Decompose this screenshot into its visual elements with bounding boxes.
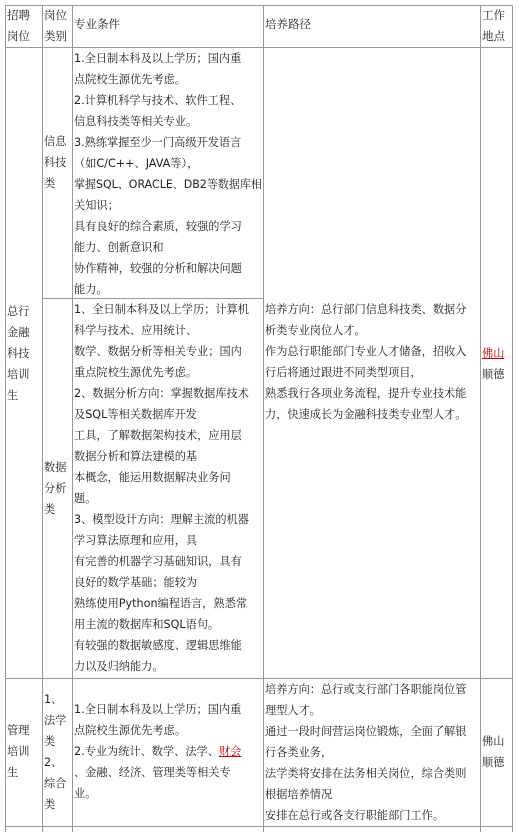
header-conditions-label: 专业条件 bbox=[74, 17, 120, 31]
condition-line: 掌握SQL、ORACLE、DB2等数据库相 bbox=[74, 178, 262, 191]
row1b-conditions bbox=[74, 299, 262, 677]
path-line: 行后将通过跟进不同类型项目， bbox=[265, 366, 422, 379]
condition-line: 科学与技术、应用统计、 bbox=[74, 324, 198, 337]
condition-line: 能力、创新意识和 bbox=[74, 241, 164, 254]
header-location-line: 地点 bbox=[482, 29, 505, 43]
row2-post bbox=[7, 720, 41, 783]
post-line: 生 bbox=[7, 389, 19, 402]
header-post bbox=[7, 5, 41, 47]
category-line: 类 bbox=[44, 798, 56, 811]
table-left-border bbox=[5, 5, 6, 832]
header-category bbox=[44, 5, 72, 47]
condition-line: 熟练使用Python编程语言，熟悉常 bbox=[74, 597, 248, 610]
condition-line: 业。 bbox=[74, 787, 97, 800]
header-path bbox=[265, 14, 479, 35]
header-category-line: 类别 bbox=[44, 29, 67, 43]
post-line: 金融 bbox=[7, 326, 30, 339]
condition-text: 2.专业为统计、数学、法学、 bbox=[74, 745, 219, 758]
header-post-line: 招聘 bbox=[7, 8, 30, 22]
location-line: 顺德 bbox=[482, 756, 505, 769]
table-right-border bbox=[512, 5, 513, 832]
row2-path bbox=[265, 679, 480, 826]
post-line: 培训 bbox=[7, 368, 30, 381]
post-line: 科技 bbox=[7, 347, 30, 360]
category-line: 2、 bbox=[44, 756, 63, 769]
condition-line: 关知识； bbox=[74, 199, 119, 212]
col-divider-2 bbox=[72, 5, 73, 832]
col-divider-3 bbox=[263, 5, 264, 832]
row1a-conditions bbox=[74, 48, 262, 300]
path-line: 培养方向：总行或支行部门各职能岗位管 bbox=[265, 683, 467, 696]
row2-conditions bbox=[74, 699, 262, 804]
condition-line: 协作精神，较强的分析和解决问题 bbox=[74, 262, 242, 275]
path-line: 法学类将安排在法务相关岗位，综合类则 bbox=[265, 767, 467, 780]
row1-location bbox=[482, 343, 512, 385]
path-line: 安排在总行或各支行职能部门工作。 bbox=[265, 809, 445, 822]
location-link[interactable]: 佛山 bbox=[482, 347, 505, 360]
path-line: 析类专业岗位人才。 bbox=[265, 324, 366, 337]
category-line: 类 bbox=[44, 735, 56, 748]
category-line: 数据 bbox=[44, 461, 67, 474]
post-line: 总行 bbox=[7, 305, 30, 318]
row1b-category bbox=[44, 457, 72, 520]
path-line: 行各类业务， bbox=[265, 746, 333, 759]
condition-line: 用主流的数据库和SQL语句。 bbox=[74, 618, 220, 631]
path-line: 通过一段时间营运岗位锻炼，全面了解银 bbox=[265, 725, 467, 738]
category-line: 1、 bbox=[44, 693, 63, 706]
condition-line: 、金融、经济、管理类等相关专 bbox=[74, 766, 231, 779]
header-location-line: 工作 bbox=[482, 8, 505, 22]
col-divider-4 bbox=[480, 5, 481, 832]
category-line: 分析 bbox=[44, 482, 67, 495]
condition-line: 题。 bbox=[74, 492, 97, 505]
row1a-category bbox=[44, 131, 72, 194]
condition-line: 3、模型设计方向：理解主流的机器 bbox=[74, 513, 249, 526]
condition-line: 本概念，能运用数据解决业务问 bbox=[74, 471, 231, 484]
category-line: 科技 bbox=[44, 156, 67, 169]
condition-line: 数据分析和算法建模的基 bbox=[74, 450, 198, 463]
post-line: 管理 bbox=[7, 724, 30, 737]
location-line: 佛山 bbox=[482, 735, 505, 748]
condition-line bbox=[74, 741, 262, 762]
condition-line: 点院校生源优先考虑。 bbox=[74, 724, 186, 737]
header-location bbox=[482, 5, 512, 47]
path-line: 培养方向：总行部门信息科技类、数据分 bbox=[265, 303, 467, 316]
path-line: 作为总行职能部门专业人才储备，招收入 bbox=[265, 345, 467, 358]
condition-line: 点院校生源优先考虑。 bbox=[74, 73, 186, 86]
condition-line: 学习算法原理和应用，具 bbox=[74, 534, 198, 547]
path-line: 根据培养情况 bbox=[265, 788, 333, 801]
row2-category bbox=[44, 689, 72, 815]
header-path-label: 培养路径 bbox=[265, 17, 311, 31]
condition-line: 2.计算机科学与技术、软件工程、 bbox=[74, 94, 242, 107]
condition-line: 信息科技类等相关专业。 bbox=[74, 115, 198, 128]
table-top-border bbox=[5, 5, 513, 6]
finance-accounting-link[interactable]: 财会 bbox=[218, 745, 242, 758]
row2-bottom-border bbox=[5, 826, 513, 827]
row1-path bbox=[265, 299, 480, 425]
condition-line: 良好的数学基础；能较为 bbox=[74, 576, 198, 589]
condition-line: 能力。 bbox=[74, 283, 108, 296]
path-line: 理型人才。 bbox=[265, 704, 321, 717]
condition-line: 数学、数据分析等相关专业；国内 bbox=[74, 345, 242, 358]
condition-line: 及SQL等相关数据库开发 bbox=[74, 408, 197, 421]
post-line: 生 bbox=[7, 766, 19, 779]
condition-line: 1.全日制本科及以上学历；国内重 bbox=[74, 703, 242, 716]
condition-line: 力以及归纳能力。 bbox=[74, 660, 164, 673]
condition-line: 工具，了解数据架构技术，应用层 bbox=[74, 429, 242, 442]
condition-line: 有较强的数据敏感度、逻辑思维能 bbox=[74, 639, 242, 652]
condition-line: 有完善的机器学习基础知识，具有 bbox=[74, 555, 242, 568]
condition-line: 1、全日制本科及以上学历；计算机 bbox=[74, 303, 249, 316]
category-line: 综合 bbox=[44, 777, 67, 790]
condition-line: 3.熟练掌握至少一门高级开发语言 bbox=[74, 136, 242, 149]
category-line: 类 bbox=[44, 177, 56, 190]
row2-location bbox=[482, 731, 512, 773]
category-line: 法学 bbox=[44, 714, 67, 727]
post-line: 培训 bbox=[7, 745, 30, 758]
condition-line: （如C/C++、JAVA等）， bbox=[74, 157, 199, 170]
row1-post bbox=[7, 301, 41, 406]
category-line: 类 bbox=[44, 503, 56, 516]
condition-line: 具有良好的综合素质，较强的学习 bbox=[74, 220, 242, 233]
condition-line: 2、数据分析方向：掌握数据库技术 bbox=[74, 387, 249, 400]
path-line: 力，快速成长为金融科技类专业型人才。 bbox=[265, 408, 467, 421]
path-line: 熟悉我行各项业务流程，提升专业技术能 bbox=[265, 387, 467, 400]
header-post-line: 岗位 bbox=[7, 29, 30, 43]
col-divider-1 bbox=[42, 5, 43, 832]
header-category-line: 岗位 bbox=[44, 8, 67, 22]
condition-line: 重点院校生源优先考虑。 bbox=[74, 366, 198, 379]
category-line: 信息 bbox=[44, 135, 67, 148]
condition-line: 1.全日制本科及以上学历；国内重 bbox=[74, 52, 242, 65]
header-conditions bbox=[74, 14, 262, 35]
location-line: 顺德 bbox=[482, 368, 505, 381]
